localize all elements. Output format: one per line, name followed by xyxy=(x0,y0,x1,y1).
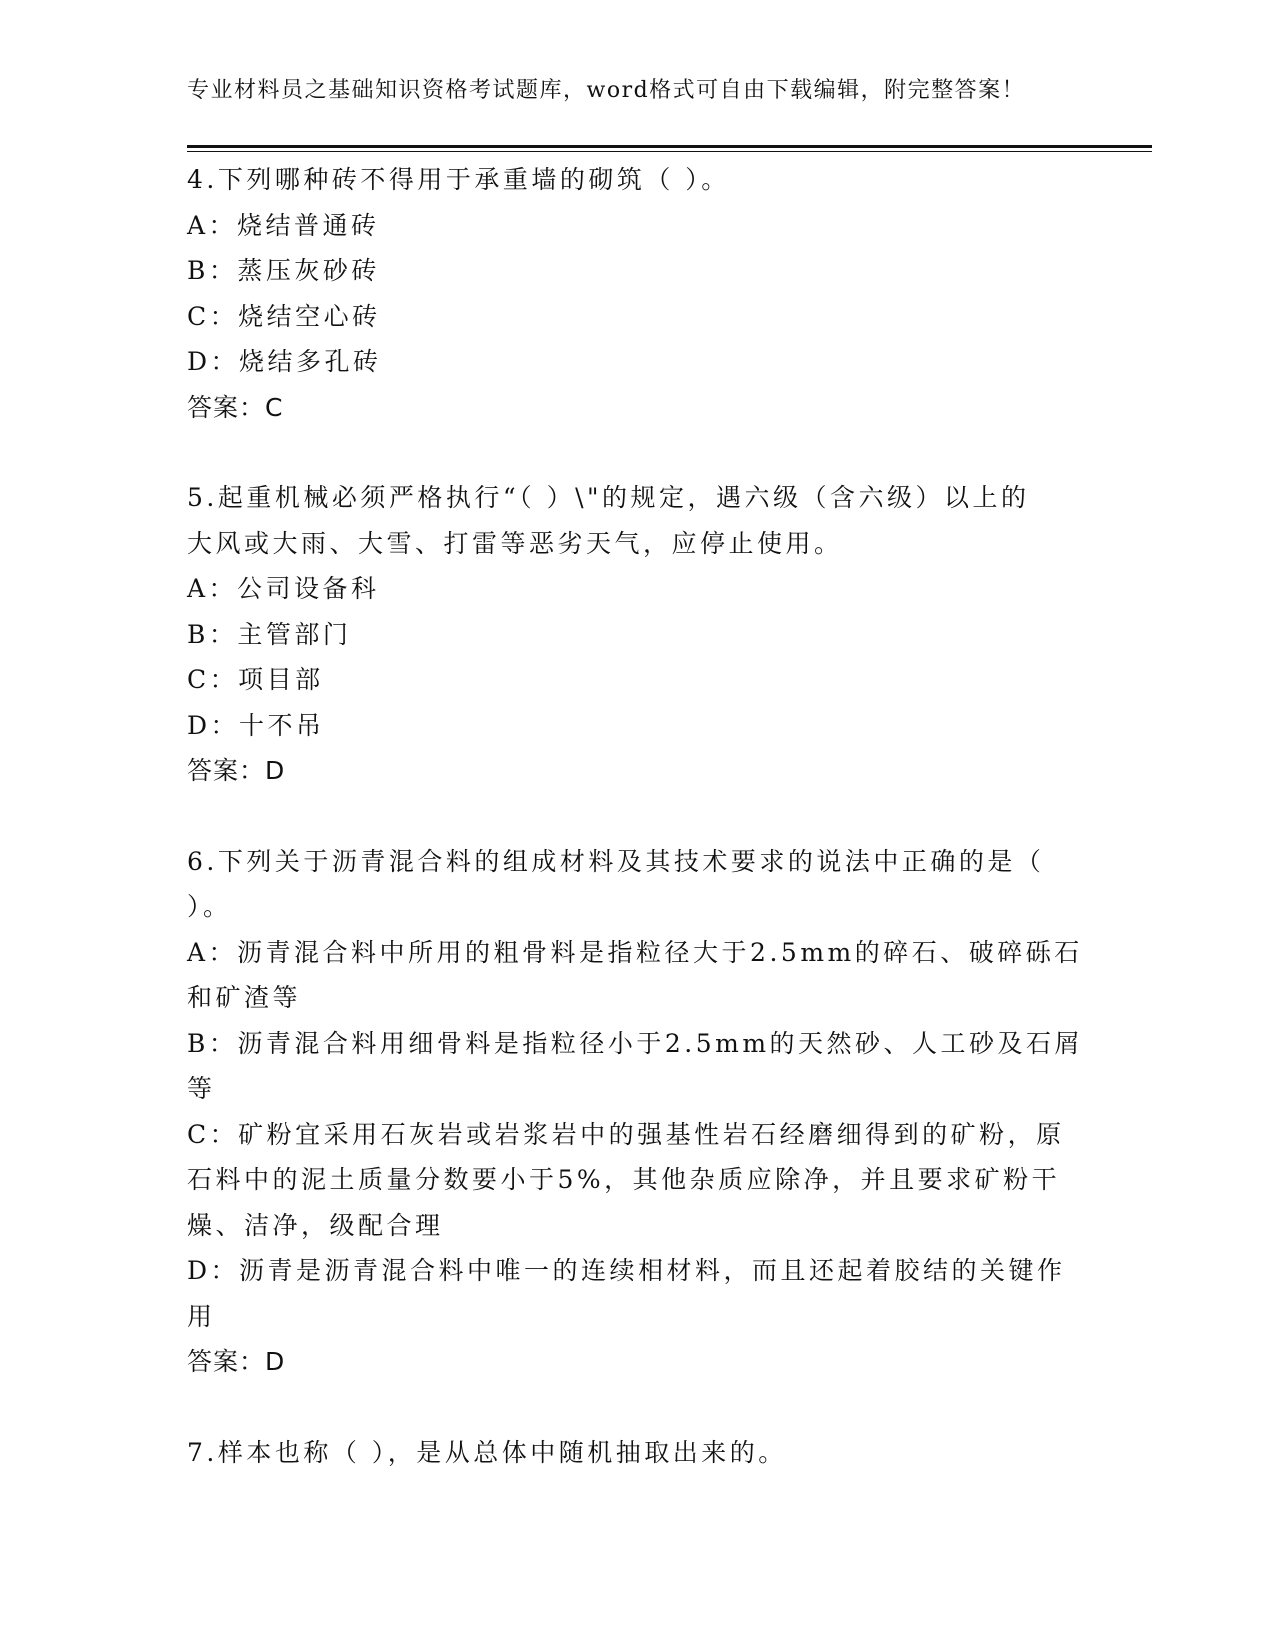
question-6 xyxy=(187,839,1084,1385)
option-d: D：十不吊 xyxy=(187,710,325,740)
answer-label: 答案：D xyxy=(187,1347,286,1376)
option-c: C：项目部 xyxy=(187,665,324,694)
option-b: B：主管部门 xyxy=(187,619,352,649)
option-b-cont: 等 xyxy=(187,1074,216,1103)
header-divider xyxy=(187,145,1152,152)
question-4 xyxy=(187,157,1067,430)
option-a: A：烧结普通砖 xyxy=(187,210,380,240)
option-a: A：沥青混合料中所用的粗骨料是指粒径大于2.5mm的碎石、破碎砾石 xyxy=(187,937,1083,967)
option-c-cont: 石料中的泥土质量分数要小于5%，其他杂质应除净，并且要求矿粉干 xyxy=(187,1165,1061,1194)
question-stem: 6.下列关于沥青混合料的组成材料及其技术要求的说法中正确的是（ xyxy=(187,846,1045,876)
option-d-cont: 用 xyxy=(187,1301,216,1331)
question-stem: 5.起重机械必须严格执行“（ ）\"的规定，遇六级（含六级）以上的 xyxy=(187,483,1030,512)
option-b: B：沥青混合料用细骨料是指粒径小于2.5mm的天然砂、人工砂及石屑 xyxy=(187,1028,1084,1058)
question-stem-cont: ）。 xyxy=(187,892,232,921)
option-a: A：公司设备科 xyxy=(187,574,380,603)
page-header: 专业材料员之基础知识资格考试题库，word格式可自由下载编辑，附完整答案！ xyxy=(187,78,1026,103)
question-stem-cont: 大风或大雨、大雪、打雷等恶劣天气，应停止使用。 xyxy=(187,528,843,558)
question-stem: 4.下列哪种砖不得用于承重墙的砌筑（ ）。 xyxy=(187,165,730,194)
option-c: C：烧结空心砖 xyxy=(187,301,381,331)
option-c-cont: 燥、洁净，级配合理 xyxy=(187,1210,444,1240)
question-5 xyxy=(187,475,1067,794)
question-list xyxy=(187,157,1084,1475)
option-d: D：烧结多孔砖 xyxy=(187,347,382,376)
answer-label: 答案：D xyxy=(187,756,286,785)
option-a-cont: 和矿渣等 xyxy=(187,983,302,1012)
option-c: C：矿粉宜采用石灰岩或岩浆岩中的强基性岩石经磨细得到的矿粉，原 xyxy=(187,1119,1065,1149)
answer-label: 答案：C xyxy=(187,392,284,422)
option-b: B：蒸压灰砂砖 xyxy=(187,256,380,285)
option-d: D：沥青是沥青混合料中唯一的连续相材料，而且还起着胶结的关键作 xyxy=(187,1256,1066,1285)
question-stem: 7.样本也称（ ），是从总体中随机抽取出来的。 xyxy=(187,1437,787,1467)
question-7 xyxy=(187,1430,1067,1476)
